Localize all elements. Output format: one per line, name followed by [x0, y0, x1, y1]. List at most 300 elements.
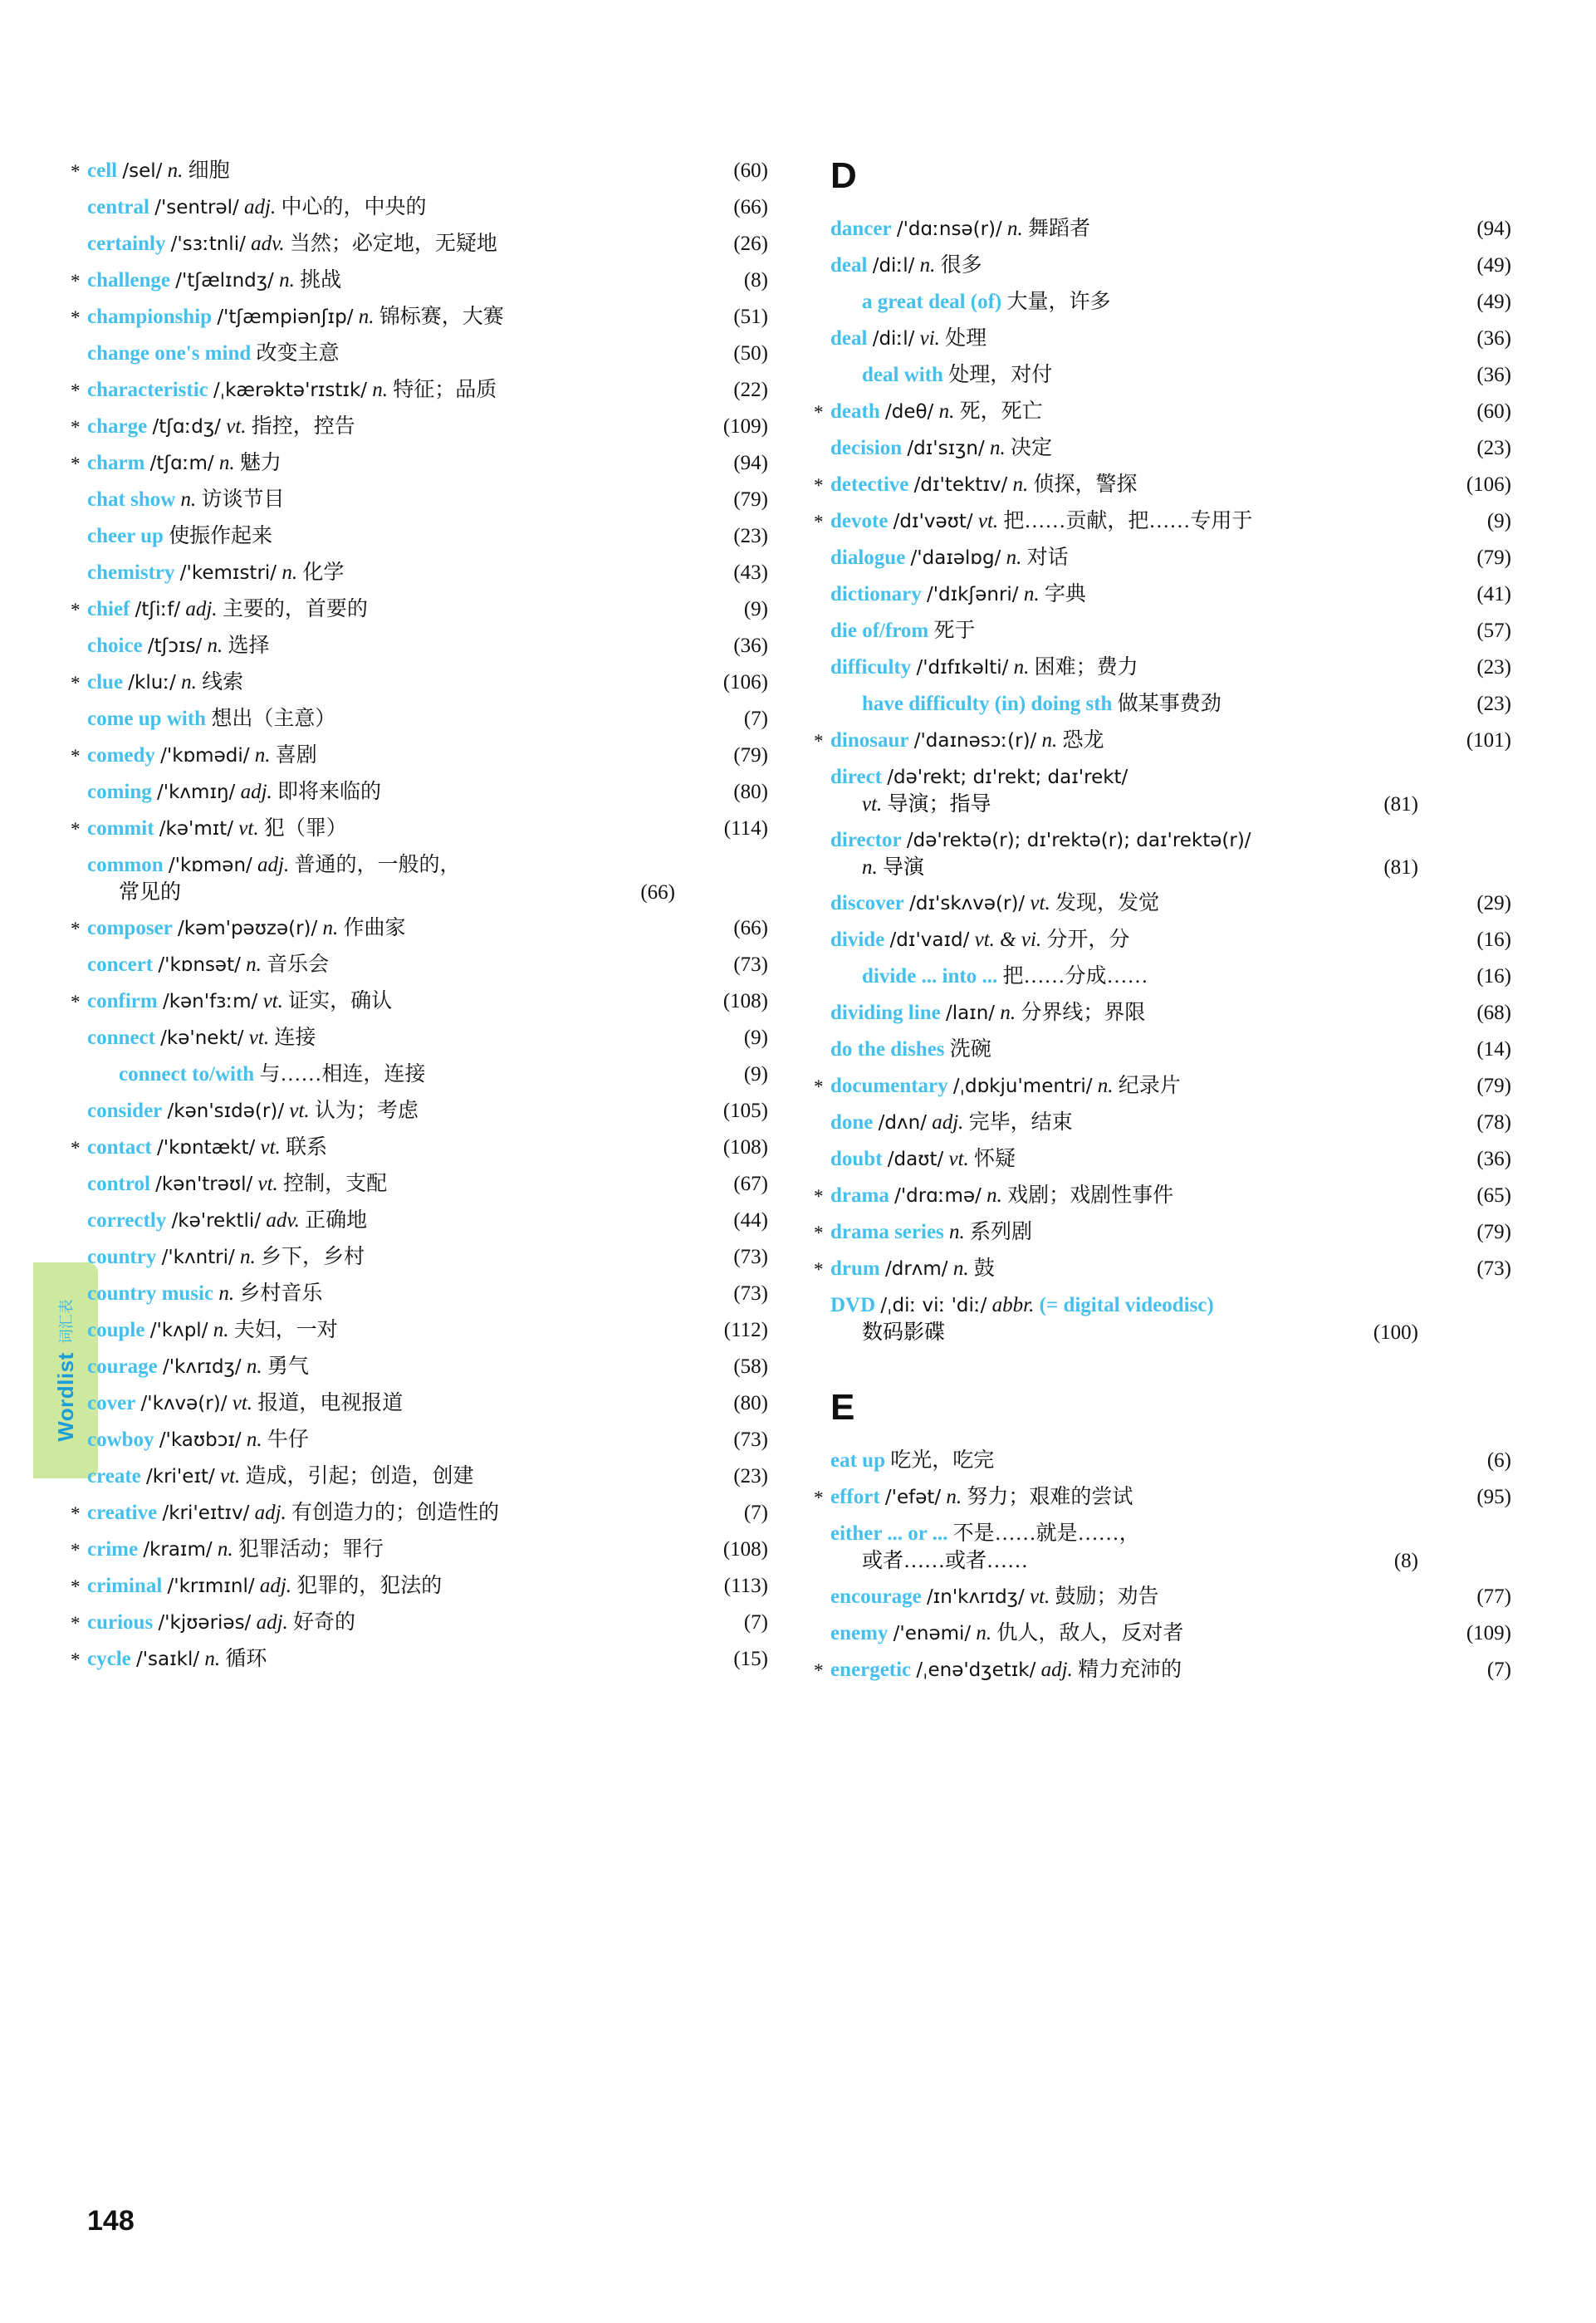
entry-part-of-speech: n. [180, 488, 197, 511]
wordlist-entry [87, 523, 768, 551]
entry-pronunciation: /'sɜːtnli/ [170, 233, 246, 255]
entry-page-ref: (106) [1466, 473, 1511, 496]
entry-page-ref: (79) [1476, 1221, 1511, 1243]
entry-pronunciation: /'dɪkʃənri/ [926, 584, 1019, 605]
entry-part-of-speech: n. [1041, 729, 1058, 752]
entry-pronunciation: /də'rekt; dɪ'rekt; daɪ'rekt/ [887, 767, 1128, 788]
entry-definition: 恐龙 [1062, 729, 1104, 752]
wordlist-entry [830, 691, 1511, 718]
entry-headword: difficulty [830, 656, 912, 679]
entry-headword: central [87, 196, 149, 218]
entry-definition: 当然；必定地，无疑地 [289, 233, 497, 255]
entry-pronunciation: /dɪ'vaɪd/ [889, 929, 970, 951]
entry-part-of-speech: n. [862, 855, 878, 879]
entry-headword: effort [830, 1486, 880, 1508]
entry-pronunciation: /dɪ'sɪʒn/ [907, 438, 985, 459]
asterisk-marker: * [71, 1649, 81, 1670]
entry-definition: 好奇的 [293, 1611, 356, 1634]
wordlist-entry [830, 216, 1511, 243]
entry-part-of-speech: adj. [244, 196, 277, 218]
entry-part-of-speech: n. [372, 379, 389, 401]
entry-page-ref: (73) [733, 953, 768, 976]
entry-pronunciation: /kraɪm/ [143, 1539, 213, 1561]
asterisk-marker: * [814, 1660, 824, 1681]
entry-pronunciation: /'saɪkl/ [135, 1649, 200, 1670]
entry-pronunciation: /dʌn/ [878, 1112, 927, 1134]
wordlist-entry [830, 362, 1511, 390]
entry-headword: contact [87, 1136, 152, 1159]
wordlist-entry [71, 1135, 768, 1162]
entry-headword: cycle [87, 1648, 131, 1670]
entry-part-of-speech: vt. [219, 1465, 241, 1487]
entry-pronunciation: /drʌm/ [884, 1258, 948, 1280]
entry-definition: 很多 [940, 254, 982, 277]
wordlist-entry [71, 988, 768, 1016]
entry-headword: deal with [862, 364, 943, 386]
entry-headword: death [830, 400, 880, 423]
wordlist-entry [830, 1521, 1511, 1575]
entry-page-ref: (105) [722, 1100, 768, 1122]
entry-headword: creative [87, 1502, 158, 1524]
entry-headword: either ... or ... [830, 1522, 948, 1545]
entry-pronunciation: /'kɒmən/ [168, 855, 252, 876]
entry-headword: commit [87, 817, 154, 840]
entry-pronunciation: /də'rektə(r); dɪ'rektə(r); daɪ'rektə(r)/ [906, 830, 1251, 851]
entry-pronunciation: /kə'nekt/ [160, 1027, 244, 1049]
entry-definition: 鼓励；劝告 [1055, 1585, 1159, 1608]
entry-part-of-speech: n. [1097, 1075, 1114, 1097]
wordlist-entry [71, 267, 768, 295]
entry-page-ref: (8) [743, 269, 768, 292]
entry-page-ref: (67) [733, 1173, 768, 1195]
wordlist-entry [830, 289, 1511, 316]
entry-definition: 戏剧；戏剧性事件 [1007, 1184, 1174, 1207]
entry-page-ref: (23) [1476, 693, 1511, 715]
entry-part-of-speech: vt. & vi. [974, 929, 1042, 951]
entry-part-of-speech: n. [207, 635, 223, 657]
entry-part-of-speech: n. [949, 1221, 965, 1243]
wordlist-entry [71, 414, 768, 441]
entry-headword: criminal [87, 1575, 163, 1597]
entry-pronunciation: /'kjʊəriəs/ [158, 1612, 252, 1634]
entry-pronunciation: /'kɒntækt/ [157, 1137, 256, 1159]
entry-page-ref: (51) [733, 306, 768, 328]
wordlist-entry [814, 1657, 1511, 1684]
asterisk-marker: * [71, 1576, 81, 1597]
entry-definition: 造成，引起；创造，创建 [245, 1465, 474, 1487]
wordlist-entry [87, 1317, 768, 1345]
entry-definition: 控制，支配 [283, 1173, 388, 1195]
entry-headword: connect [87, 1027, 155, 1049]
entry-page-ref: (7) [1486, 1659, 1511, 1681]
entry-headword: crime [87, 1538, 139, 1561]
entry-page-ref: (9) [743, 1063, 768, 1086]
entry-headword: a great deal (of) [862, 291, 1002, 313]
wordlist-entry [87, 706, 768, 733]
wordlist-entry [830, 1110, 1511, 1137]
page-number: 148 [87, 2205, 135, 2237]
entry-pronunciation: /'efət/ [884, 1487, 942, 1508]
entry-page-ref: (9) [743, 1027, 768, 1049]
entry-continuation-line [830, 1548, 1418, 1576]
wordlist-entry [87, 1281, 768, 1308]
entry-part-of-speech: n. [1000, 1002, 1016, 1024]
entry-part-of-speech: n. [217, 1538, 233, 1561]
entry-part-of-speech: adj. [254, 1502, 286, 1524]
wordlist-entry [87, 1171, 768, 1198]
entry-headword: challenge [87, 269, 170, 292]
entry-part-of-speech: vt. [248, 1027, 270, 1049]
entry-headword: drama [830, 1184, 889, 1207]
entry-definition: 把……分成…… [1002, 965, 1148, 988]
entry-page-ref: (49) [1476, 291, 1511, 313]
entry-part-of-speech: n. [989, 437, 1006, 459]
entry-definition: 对话 [1026, 546, 1069, 569]
entry-definition: 精力充沛的 [1078, 1659, 1182, 1681]
entry-headword: country music [87, 1282, 214, 1305]
entry-definition: 吃光，吃完 [890, 1449, 995, 1472]
entry-definition: 选择 [228, 635, 270, 657]
entry-headword: chemistry [87, 561, 175, 584]
entry-definition: 报道，电视报道 [257, 1392, 404, 1414]
entry-part-of-speech: adv. [251, 233, 285, 255]
entry-definition: 联系 [286, 1136, 328, 1159]
entry-page-ref: (41) [1476, 583, 1511, 605]
entry-page-ref: (108) [722, 1538, 768, 1561]
wordlist-entry [87, 1354, 768, 1381]
asterisk-marker: * [71, 1503, 81, 1524]
entry-headword: director [830, 829, 902, 851]
entry-definition: 侦探，警探 [1033, 473, 1138, 496]
wordlist-entry [830, 890, 1511, 918]
entry-headword: championship [87, 306, 213, 328]
entry-page-ref: (79) [1476, 1075, 1511, 1097]
entry-definition: 即将来临的 [277, 781, 382, 803]
wordlist-entry [830, 326, 1511, 353]
entry-part-of-speech: n. [919, 254, 936, 277]
entry-definition: 化学 [302, 561, 345, 584]
entry-definition: 犯罪的，犯法的 [296, 1575, 443, 1597]
entry-pronunciation: /kəm'pəʊzə(r)/ [178, 918, 318, 939]
wordlist-entry [71, 158, 768, 185]
entry-pronunciation: /'tʃæmpiənʃɪp/ [217, 306, 354, 328]
asterisk-marker: * [71, 1540, 81, 1561]
entry-pronunciation: /kri'eɪtɪv/ [162, 1502, 250, 1524]
entry-pronunciation: /ˌenə'dʒetɪk/ [916, 1659, 1036, 1681]
asterisk-marker: * [814, 1076, 824, 1097]
entry-page-ref: (81) [1383, 855, 1418, 879]
entry-definition: 证实，确认 [288, 990, 393, 1012]
asterisk-marker: * [71, 1613, 81, 1634]
entry-page-ref: (95) [1476, 1486, 1511, 1508]
entry-part-of-speech: vt. [1030, 892, 1050, 914]
entry-page-ref: (29) [1476, 892, 1511, 914]
entry-page-ref: (57) [1476, 620, 1511, 642]
entry-definition: 仇人，敌人，反对者 [996, 1622, 1184, 1644]
entry-page-ref: (16) [1476, 965, 1511, 988]
entry-page-ref: (94) [733, 452, 768, 474]
entry-definition: 舞蹈者 [1028, 218, 1091, 240]
entry-pronunciation: /'kemɪstri/ [179, 562, 277, 584]
entry-headword: coming [87, 781, 152, 803]
entry-headword: comedy [87, 744, 155, 767]
entry-part-of-speech: adj. [932, 1111, 964, 1134]
asterisk-marker: * [71, 992, 81, 1012]
entry-page-ref: (66) [733, 917, 768, 939]
wordlist-entry [71, 669, 768, 697]
entry-page-ref: (66) [733, 196, 768, 218]
entry-definition: 想出（主意） [211, 708, 336, 730]
wordlist-entry [87, 1427, 768, 1454]
entry-part-of-speech: adv. [266, 1209, 300, 1232]
entry-definition: 改变主意 [256, 342, 340, 365]
entry-pronunciation: /'kaʊbɔɪ/ [159, 1429, 242, 1451]
entry-headword: do the dishes [830, 1038, 945, 1061]
entry-page-ref: (6) [1486, 1449, 1511, 1472]
entry-page-ref: (23) [733, 1465, 768, 1487]
entry-pronunciation: /tʃɔɪs/ [147, 635, 203, 657]
wordlist-entry [830, 618, 1511, 645]
entry-headword: cell [87, 159, 118, 182]
entry-headword: country [87, 1246, 157, 1268]
entry-page-ref: (101) [1466, 729, 1511, 752]
entry-page-ref: (79) [1476, 546, 1511, 569]
entry-headword: divide ... into ... [862, 965, 998, 988]
entry-page-ref: (66) [640, 880, 675, 904]
entry-page-ref: (9) [1486, 510, 1511, 532]
wordlist-entry [87, 852, 768, 906]
entry-definition-cont: 常见的 [119, 880, 182, 904]
entry-part-of-speech: vt. [260, 1136, 281, 1159]
wordlist-column-left [71, 158, 768, 1683]
entry-headword: concert [87, 953, 154, 976]
wordlist-entry [87, 1244, 768, 1272]
entry-part-of-speech: n. [254, 744, 271, 767]
entry-headword: cover [87, 1392, 136, 1414]
entry-part-of-speech: n. [946, 1486, 962, 1508]
entry-part-of-speech: n. [1012, 473, 1029, 496]
entry-headword: direct [830, 766, 883, 788]
entry-definition: 牛仔 [267, 1429, 309, 1451]
entry-page-ref: (14) [1476, 1038, 1511, 1061]
entry-definition: 作曲家 [343, 917, 406, 939]
wordlist-entry [87, 194, 768, 222]
asterisk-marker: * [71, 1138, 81, 1159]
entry-definition: 使振作起来 [169, 525, 273, 547]
entry-page-ref: (73) [1476, 1257, 1511, 1280]
letter-heading-d: D [830, 155, 857, 196]
entry-headword: confirm [87, 990, 158, 1012]
entry-part-of-speech: n. [167, 159, 184, 182]
entry-page-ref: (36) [1476, 364, 1511, 386]
wordlist-entry [814, 1484, 1511, 1512]
entry-part-of-speech: vt. [977, 510, 999, 532]
entry-page-ref: (78) [1476, 1111, 1511, 1134]
entry-pronunciation: /'daɪnəsɔː(r)/ [913, 730, 1037, 752]
entry-pronunciation: /kən'trəʊl/ [155, 1174, 253, 1195]
entry-headword: documentary [830, 1075, 948, 1097]
entry-pronunciation: /'sentrəl/ [154, 197, 239, 218]
entry-pronunciation: /diːl/ [872, 328, 915, 350]
asterisk-marker: * [71, 453, 81, 474]
entry-headword: courage [87, 1355, 158, 1378]
entry-page-ref: (73) [733, 1429, 768, 1451]
entry-part-of-speech: n. [246, 1429, 262, 1451]
wordlist-entry [71, 596, 768, 624]
entry-pronunciation: /ˌdiː viː 'diː/ [880, 1295, 987, 1316]
entry-pronunciation: /tʃɑːm/ [149, 453, 214, 474]
wordlist-entry [87, 779, 768, 806]
entry-page-ref: (73) [733, 1282, 768, 1305]
side-tab-label-en: Wordlist [52, 1352, 78, 1442]
entry-definition: 挑战 [300, 269, 342, 292]
entry-definition: 完毕，结束 [968, 1111, 1073, 1134]
entry-part-of-speech: n. [952, 1257, 969, 1280]
entry-definition: 特征；品质 [393, 379, 497, 401]
entry-definition: 洗碗 [949, 1038, 991, 1061]
entry-part-of-speech: n. [213, 1319, 229, 1341]
wordlist-entry [830, 1292, 1511, 1346]
wordlist-entry [71, 1500, 768, 1527]
wordlist-column-right [814, 155, 1511, 1693]
wordlist-entry [830, 435, 1511, 463]
entry-definition: 乡村音乐 [239, 1282, 323, 1305]
entry-pronunciation: /'kʌntri/ [161, 1247, 235, 1268]
entry-headword: dialogue [830, 546, 906, 569]
entry-pronunciation: /'dɑːnsə(r)/ [896, 218, 1002, 240]
entry-pronunciation: /'kʌmɪŋ/ [157, 782, 236, 803]
entry-page-ref: (60) [733, 159, 768, 182]
entry-definition: 决定 [1010, 437, 1052, 459]
asterisk-marker: * [71, 307, 81, 328]
entry-page-ref: (81) [1383, 792, 1418, 816]
entry-headword: charm [87, 452, 145, 474]
entry-definition: 发现，发觉 [1055, 892, 1159, 914]
entry-page-ref: (80) [733, 781, 768, 803]
entry-part-of-speech: n. [1006, 546, 1022, 569]
entry-headword: chief [87, 598, 130, 620]
wordlist-entry [830, 1037, 1511, 1064]
entry-definition: 普通的，一般的， [294, 854, 461, 876]
wordlist-entry [830, 1620, 1511, 1648]
side-tab-label-zh: 词汇表 [58, 1299, 75, 1345]
entry-pronunciation: /tʃiːf/ [135, 599, 181, 620]
wordlist-entry [87, 1390, 768, 1418]
entry-headword: have difficulty (in) doing sth [862, 693, 1113, 715]
entry-page-ref: (80) [733, 1392, 768, 1414]
entry-definition: 勇气 [267, 1355, 309, 1378]
entry-page-ref: (77) [1476, 1585, 1511, 1608]
letter-heading-e: E [830, 1387, 855, 1428]
entry-definition: 分开，分 [1046, 929, 1130, 951]
entry-definition: 努力；艰难的尝试 [967, 1486, 1133, 1508]
entry-pronunciation: /ɪn'kʌrɪdʒ/ [926, 1586, 1025, 1608]
entry-continuation-line [830, 1320, 1418, 1347]
wordlist-entry [830, 1448, 1511, 1475]
entry-page-ref: (65) [1476, 1184, 1511, 1207]
wordlist-entry [71, 915, 768, 943]
entry-part-of-speech: vt. [226, 415, 247, 438]
entry-page-ref: (22) [733, 379, 768, 401]
wordlist-entry [814, 472, 1511, 499]
wordlist-entry [71, 1610, 768, 1637]
wordlist-entry [71, 742, 768, 770]
entry-definition: 怀疑 [974, 1148, 1016, 1170]
entry-definition: 不是……就是……， [952, 1522, 1140, 1545]
entry-definition: 字典 [1044, 583, 1086, 605]
entry-headword: create [87, 1465, 141, 1487]
wordlist-entry [71, 304, 768, 331]
wordlist-entry [87, 1463, 768, 1491]
entry-definition: 死于 [933, 620, 976, 642]
entry-definition: 犯罪活动；罪行 [237, 1538, 384, 1561]
wordlist-entry [830, 764, 1511, 818]
entry-pronunciation: /dɪ'tektɪv/ [913, 474, 1008, 496]
entry-part-of-speech: n. [204, 1648, 221, 1670]
entry-page-ref: (36) [733, 635, 768, 657]
entry-headword: enemy [830, 1622, 889, 1644]
entry-headword: discover [830, 892, 904, 914]
entry-pronunciation: /'kɒnsət/ [158, 954, 241, 976]
wordlist-entry [830, 581, 1511, 609]
entry-page-ref: (23) [1476, 437, 1511, 459]
wordlist-entry [71, 1536, 768, 1564]
wordlist-entry [71, 816, 768, 843]
wordlist-entry [87, 231, 768, 258]
asterisk-marker: * [814, 475, 824, 496]
entry-pronunciation: /dɪ'vəʊt/ [893, 511, 973, 532]
entry-page-ref: (7) [743, 708, 768, 730]
entry-part-of-speech: n. [358, 306, 375, 328]
entry-page-ref: (109) [722, 415, 768, 438]
wordlist-entry [830, 827, 1511, 881]
entry-definition: 主要的，首要的 [222, 598, 368, 620]
entry-pronunciation: /'kʌrɪdʒ/ [162, 1356, 242, 1378]
entry-pronunciation: /tʃɑːdʒ/ [152, 416, 221, 438]
asterisk-marker: * [814, 512, 824, 532]
asterisk-marker: * [814, 1259, 824, 1280]
entry-headword: certainly [87, 233, 166, 255]
entry-page-ref: (16) [1476, 929, 1511, 951]
entry-definition: 鼓 [973, 1257, 995, 1280]
entry-definition: 认为；考虑 [314, 1100, 419, 1122]
entry-definition: 细胞 [188, 159, 230, 182]
entry-part-of-speech: vt. [948, 1148, 969, 1170]
entry-part-of-speech: vi. [919, 327, 940, 350]
entry-headword: correctly [87, 1209, 167, 1232]
entry-pronunciation: /ˌdɒkju'mentri/ [952, 1076, 1093, 1097]
entry-definition: 死，死亡 [959, 400, 1043, 423]
entry-headword: decision [830, 437, 903, 459]
wordlist-entry [830, 252, 1511, 280]
entry-pronunciation: /dɪ'skʌvə(r)/ [909, 893, 1026, 914]
entry-page-ref: (8) [1393, 1549, 1418, 1572]
entry-pronunciation: /'drɑːmə/ [894, 1185, 982, 1207]
entry-part-of-speech: n. [322, 917, 339, 939]
entry-page-ref: (7) [743, 1502, 768, 1524]
entry-headword: curious [87, 1611, 154, 1634]
entry-definition: 把……贡献，把……专用于 [1003, 510, 1253, 532]
entry-definition-cont: 数码影碟 [862, 1321, 946, 1344]
entry-page-ref: (49) [1476, 254, 1511, 277]
entry-page-ref: (113) [723, 1575, 768, 1597]
entry-definition-cont: 导演；指导 [887, 792, 991, 816]
entry-part-of-speech: vt. [862, 792, 883, 816]
entry-definition: 喜剧 [275, 744, 317, 767]
entry-headword: drum [830, 1257, 880, 1280]
asterisk-marker: * [71, 380, 81, 401]
entry-headword: clue [87, 671, 124, 693]
